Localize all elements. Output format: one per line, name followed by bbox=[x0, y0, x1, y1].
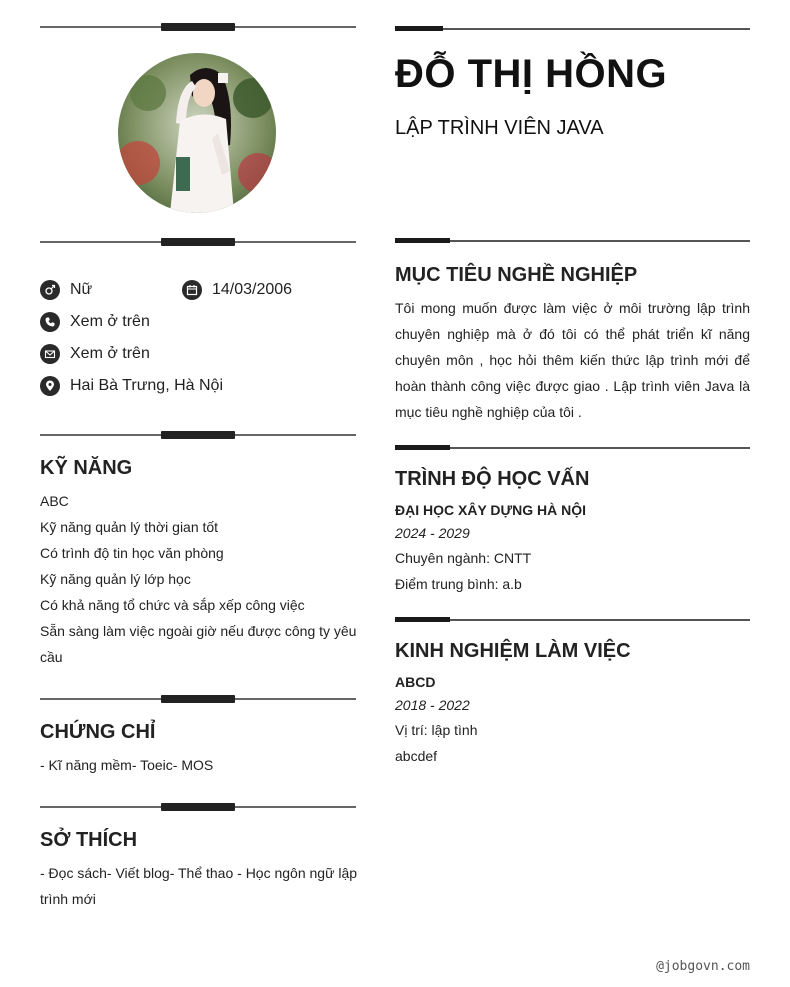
gender-icon bbox=[40, 280, 60, 300]
objective-heading: MỤC TIÊU NGHỀ NGHIỆP bbox=[395, 264, 638, 286]
phone-icon bbox=[40, 312, 60, 332]
skills-heading: KỸ NĂNG bbox=[40, 457, 133, 479]
divider-top-right bbox=[395, 26, 750, 32]
education-major: Chuyên ngành: CNTT bbox=[395, 550, 532, 566]
candidate-title: LẬP TRÌNH VIÊN JAVA bbox=[395, 117, 604, 139]
hobbies-line: trình mới bbox=[40, 891, 96, 907]
watermark: @jobgovn.com bbox=[656, 959, 750, 974]
skill-item: Sẵn sàng làm việc ngoài giờ nếu được công ty yêu bbox=[40, 623, 357, 639]
divider-below-avatar bbox=[40, 238, 356, 246]
education-gpa: Điểm trung bình: a.b bbox=[395, 576, 522, 592]
avatar bbox=[118, 53, 276, 213]
experience-position: Vị trí: lập tình bbox=[395, 722, 478, 738]
phone-value: Xem ở trên bbox=[70, 313, 150, 330]
skill-item: Kỹ năng quản lý lớp học bbox=[40, 571, 191, 587]
gender-value: Nữ bbox=[70, 281, 93, 298]
email-row bbox=[40, 344, 150, 364]
location-icon bbox=[40, 376, 60, 396]
candidate-name: ĐỖ THỊ HỒNG bbox=[395, 52, 668, 96]
divider-top-left bbox=[40, 23, 356, 31]
skill-item: Có khả năng tổ chức và sắp xếp công việc bbox=[40, 597, 305, 613]
divider-before-certificates bbox=[40, 695, 356, 703]
experience-heading: KINH NGHIỆM LÀM VIỆC bbox=[395, 640, 631, 662]
phone-row bbox=[40, 312, 150, 332]
divider-before-education bbox=[395, 445, 750, 451]
address-row bbox=[40, 376, 223, 396]
certificates-text: - Kĩ năng mềm- Toeic- MOS bbox=[40, 757, 214, 773]
address-value: Hai Bà Trưng, Hà Nội bbox=[70, 377, 223, 394]
email-value: Xem ở trên bbox=[70, 345, 150, 362]
hobbies-line: - Đọc sách- Viết blog- Thể thao - Học ngôn ngữ lập bbox=[40, 865, 358, 881]
hobbies-heading: SỞ THÍCH bbox=[40, 829, 138, 851]
experience-period: 2018 - 2022 bbox=[395, 697, 470, 713]
birthday-value: 14/03/2006 bbox=[212, 281, 293, 298]
divider-before-hobbies bbox=[40, 803, 356, 811]
skill-item: Kỹ năng quản lý thời gian tốt bbox=[40, 519, 219, 535]
education-school: ĐẠI HỌC XÂY DỰNG HÀ NỘI bbox=[395, 502, 587, 518]
education-period: 2024 - 2029 bbox=[395, 525, 470, 541]
education-heading: TRÌNH ĐỘ HỌC VẤN bbox=[395, 468, 590, 490]
experience-company: ABCD bbox=[395, 674, 436, 690]
certificates-heading: CHỨNG CHỈ bbox=[40, 721, 156, 743]
skill-item: ABC bbox=[40, 493, 69, 509]
divider-before-objective bbox=[395, 238, 750, 244]
birthday-row bbox=[182, 280, 292, 300]
objective-text: Tôi mong muốn được làm việc ở môi trường lập trình chuyên nghiệp mà ở đó tôi có thể phát triển kĩ năng chuyên môn , học hỏi thêm kiến thức lập trình mới để hoàn thành công việc được giao . Lập trình viên Java là mục tiêu nghề nghiệp của tôi . bbox=[395, 300, 750, 420]
divider-before-experience bbox=[395, 617, 750, 623]
mail-icon bbox=[40, 344, 60, 364]
experience-description: abcdef bbox=[395, 748, 438, 764]
divider-before-skills bbox=[40, 431, 356, 439]
gender-row bbox=[40, 280, 92, 300]
calendar-icon bbox=[182, 280, 202, 300]
skill-item: cầu bbox=[40, 649, 63, 665]
skill-item: Có trình độ tin học văn phòng bbox=[40, 545, 224, 561]
